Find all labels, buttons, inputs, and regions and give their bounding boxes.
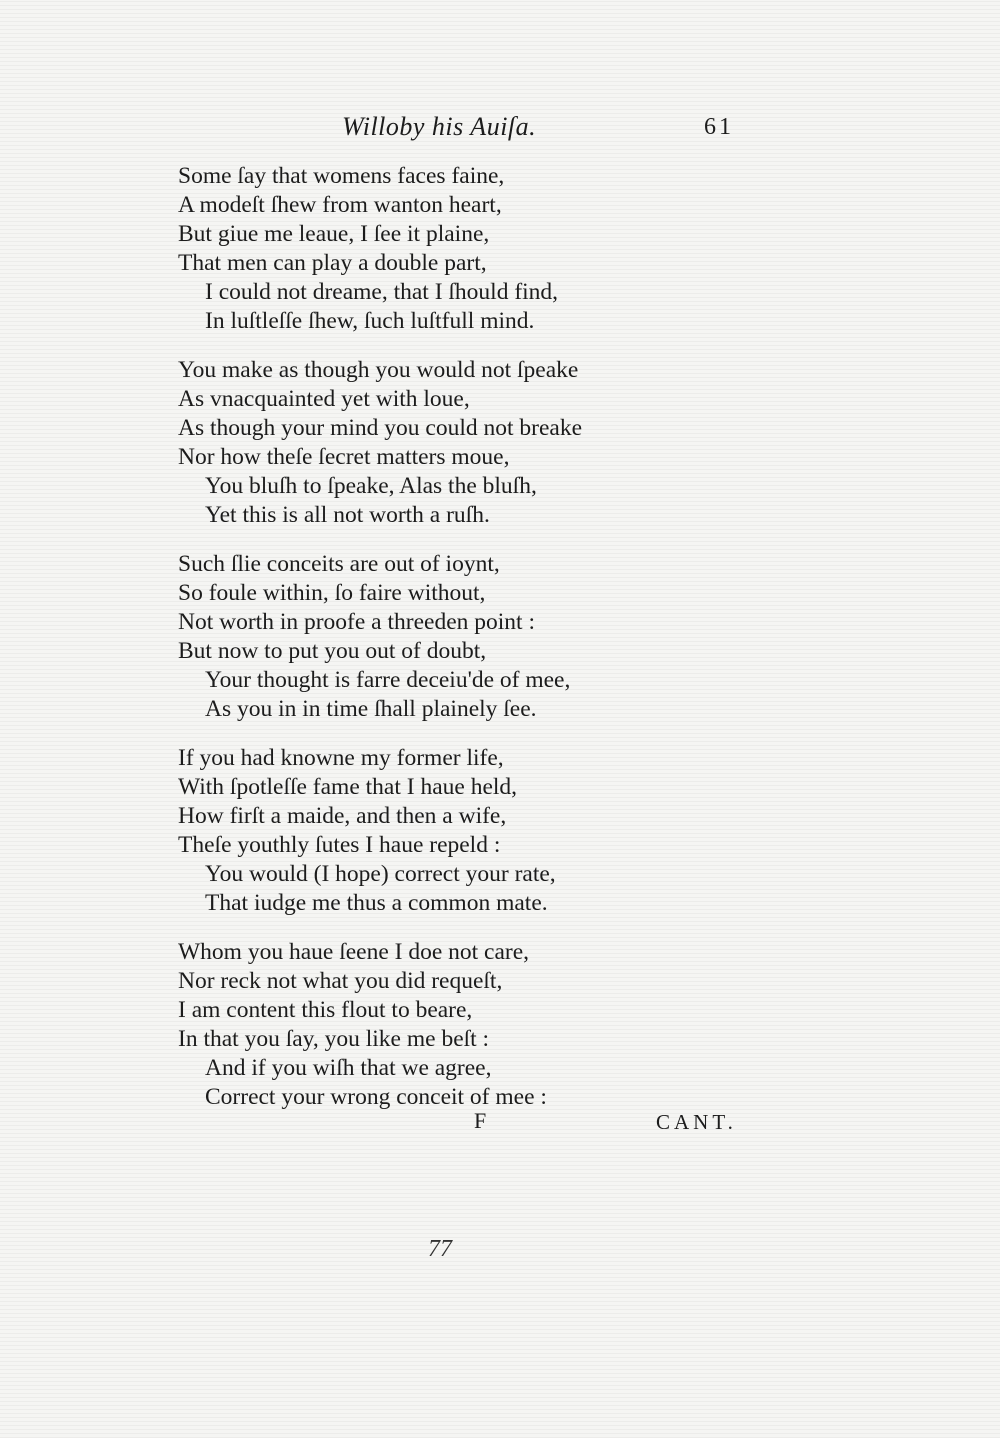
- poem: [178, 162, 778, 1132]
- stanza-3: [178, 550, 778, 724]
- verse-line: So foule within, ſo faire without,: [178, 580, 486, 606]
- verse-line: With ſpotleſſe fame that I haue held,: [178, 774, 518, 800]
- verse-line-indented: That iudge me thus a common mate.: [205, 890, 548, 916]
- signature-mark: F: [474, 1108, 487, 1133]
- folio-number: 77: [428, 1236, 452, 1262]
- verse-line: A modeſt ſhew from wanton heart,: [178, 192, 502, 218]
- verse-line: Some ſay that womens faces faine,: [178, 163, 505, 189]
- verse-line: As though your mind you could not breake: [178, 415, 583, 441]
- verse-line: I am content this flout to beare,: [178, 997, 473, 1023]
- stanza-4: [178, 744, 778, 918]
- verse-line-indented: You bluſh to ſpeake, Alas the bluſh,: [205, 473, 537, 499]
- verse-line-indented: You would (I hope) correct your rate,: [205, 861, 556, 887]
- verse-line: Whom you haue ſeene I doe not care,: [178, 939, 530, 965]
- verse-line: But giue me leaue, I ſee it plaine,: [178, 221, 490, 247]
- verse-line-indented: I could not dreame, that I ſhould find,: [205, 279, 559, 305]
- verse-line: As vnacquainted yet with loue,: [178, 386, 470, 412]
- stanza-1: [178, 162, 778, 336]
- verse-line: In that you ſay, you like me beſt :: [178, 1026, 490, 1052]
- verse-line: If you had knowne my former life,: [178, 745, 504, 771]
- verse-line: Such ſlie conceits are out of ioynt,: [178, 551, 500, 577]
- catchword: CANT.: [656, 1110, 737, 1134]
- page-number: 61: [704, 114, 734, 140]
- stanza-5: [178, 938, 778, 1112]
- verse-line-indented: Yet this is all not worth a ruſh.: [205, 502, 490, 528]
- verse-line-indented: In luſtleſſe ſhew, ſuch luſtfull mind.: [205, 308, 535, 334]
- verse-line: Theſe youthly ſutes I haue repeld :: [178, 832, 501, 858]
- verse-line: Nor how theſe ſecret matters moue,: [178, 444, 510, 470]
- verse-line: How firſt a maide, and then a wife,: [178, 803, 507, 829]
- verse-line-indented: As you in in time ſhall plainely ſee.: [205, 696, 537, 722]
- verse-line-indented: Correct your wrong conceit of mee :: [205, 1084, 547, 1110]
- verse-line-indented: And if you wiſh that we agree,: [205, 1055, 492, 1081]
- verse-line: But now to put you out of doubt,: [178, 638, 487, 664]
- verse-line: You make as though you would not ſpeake: [178, 357, 579, 383]
- verse-line: Nor reck not what you did requeſt,: [178, 968, 503, 994]
- verse-line: That men can play a double part,: [178, 250, 487, 276]
- verse-line: Not worth in proofe a threeden point :: [178, 609, 535, 635]
- running-title: Willoby his Auiſa.: [342, 112, 537, 141]
- stanza-2: [178, 356, 778, 530]
- verse-line-indented: Your thought is farre deceiu'de of mee,: [205, 667, 571, 693]
